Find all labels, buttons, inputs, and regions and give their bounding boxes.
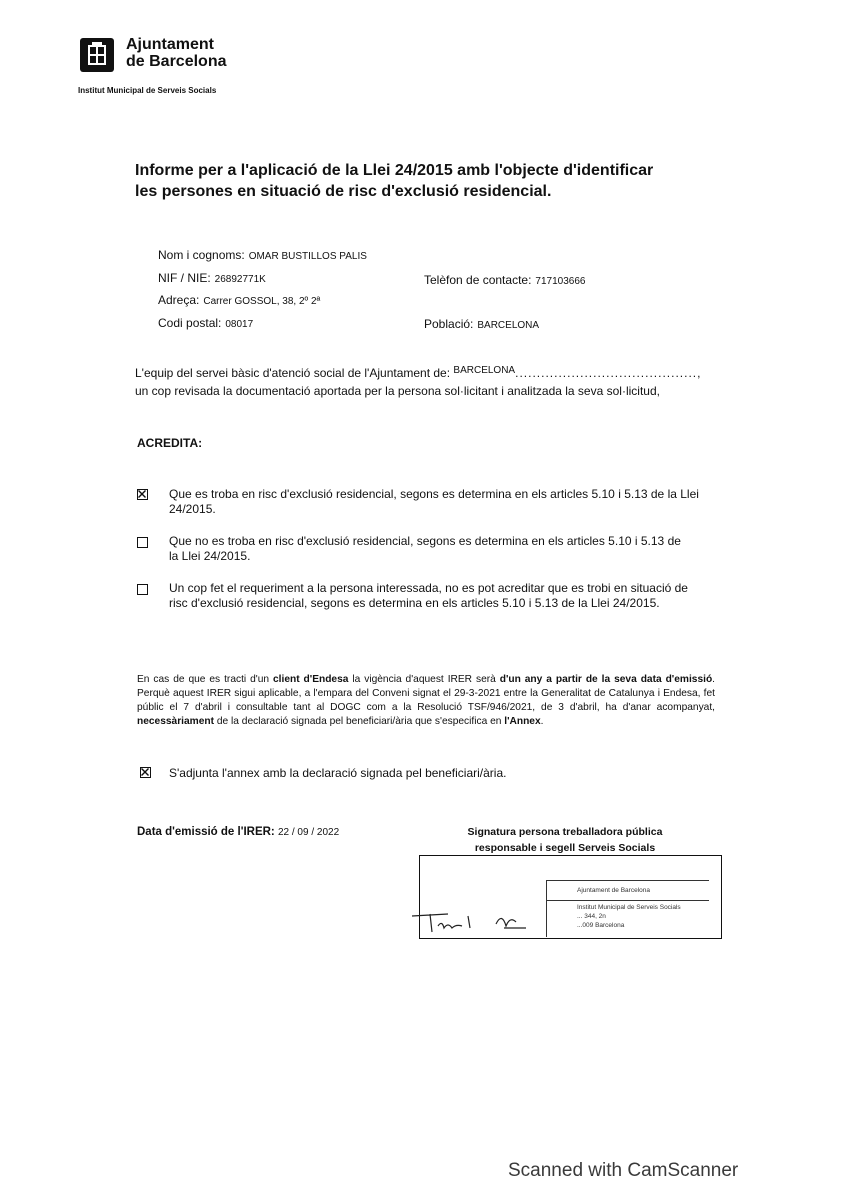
notice-text-2: la vigència d'aquest IRER serà [348, 674, 500, 685]
accredits-heading: ACREDITA: [137, 436, 203, 450]
option-3-checkbox[interactable] [137, 584, 148, 595]
signature-label-line2: responsable i segell Serveis Socials [474, 842, 656, 854]
org-name-line1: Ajuntament [126, 36, 214, 53]
annex-text: S'adjunta l'annex amb la declaració signada pel beneficiari/ària. [169, 766, 507, 780]
notice-bold-4: l'Annex [504, 716, 541, 727]
phone-value: 717103666 [535, 276, 586, 287]
document-title [135, 160, 695, 202]
postal-value: 08017 [225, 319, 254, 330]
city-logo-icon [80, 38, 114, 72]
option-1-text [169, 487, 699, 517]
city-value: BARCELONA [477, 320, 540, 331]
option-1-checkbox[interactable] [137, 489, 148, 500]
institute-name: Institut Municipal de Serveis Socials [78, 86, 217, 95]
address-label: Adreça: [158, 293, 200, 307]
scanner-watermark: Scanned with CamScanner [508, 1160, 739, 1181]
city-field [424, 317, 539, 331]
nif-label: NIF / NIE: [158, 271, 211, 285]
nif-field [158, 271, 266, 285]
emission-date [137, 826, 339, 838]
annex-checkbox[interactable] [140, 767, 151, 778]
notice-bold-3: necessàriament [137, 716, 215, 727]
option-2-line2: la Llei 24/2015. [169, 549, 251, 563]
nif-value: 26892771K [214, 274, 266, 285]
stamp-line1: Ajuntament de Barcelona [547, 881, 709, 901]
notice-bold-2: d'un any a partir de la seva data d'emissió [499, 674, 713, 685]
municipality-value: BARCELONA [453, 365, 516, 376]
signature-label [420, 824, 710, 856]
stamp-line2: Institut Municipal de Serveis Socials [577, 904, 681, 911]
postal-label: Codi postal: [158, 316, 222, 330]
stamp-line4: ...009 Barcelona [577, 922, 625, 929]
intro-dots: .........................................., [515, 366, 702, 380]
address-field [158, 293, 320, 307]
notice-bold-1: client d'Endesa [273, 674, 349, 685]
title-line1: Informe per a l'aplicació de la Llei 24/2015 amb l'objecte d'identificar [135, 162, 654, 179]
phone-label: Telèfon de contacte: [424, 273, 532, 287]
notice-text-1: En cas de que es tracti d'un [137, 674, 273, 685]
name-field [158, 248, 367, 262]
org-name [126, 36, 226, 70]
postal-field [158, 316, 253, 330]
title-line2: les persones en situació de risc d'exclusió residencial. [135, 183, 552, 200]
endesa-notice [137, 673, 715, 729]
handwritten-signature-icon [408, 902, 538, 938]
org-name-line2: de Barcelona [126, 53, 227, 70]
option-2-line1: Que no es troba en risc d'exclusió residencial, segons es determina en els articles 5.10 i 5.13 de [169, 534, 681, 548]
name-label: Nom i cognoms: [158, 248, 245, 262]
address-value: Carrer GOSSOL, 38, 2º 2ª [203, 296, 321, 307]
option-1-line1: Que es troba en risc d'exclusió residencial, segons es determina en els articles 5.10 i 5.13 de la Llei [169, 487, 699, 501]
intro-line2: un cop revisada la documentació aportada per la persona sol·licitant i analitzada la seva sol·licitud, [135, 384, 660, 398]
intro-line1 [135, 366, 701, 380]
option-3-text [169, 581, 688, 611]
notice-text-5: . [540, 716, 544, 727]
emission-date-label: Data d'emissió de l'IRER: [137, 826, 275, 838]
option-2-text [169, 534, 681, 564]
intro-prefix: L'equip del servei bàsic d'atenció social de l'Ajuntament de: [135, 366, 451, 380]
option-2-checkbox[interactable] [137, 537, 148, 548]
stamp-line3: ... 344, 2n [577, 913, 606, 920]
notice-text-3: . Perquè aquest IRER sigui aplicable, a l'empara del Conveni signat el 29-3-2021 entre la Generalitat de Catalunya i Endesa, fet públic el 7 d'abril i consultable tant al DOGC com a la Resolució TSF/946/2021, de 3 d'abril, ha d'anar acompanyat, [137, 674, 716, 713]
option-3-line1: Un cop fet el requeriment a la persona interessada, no es pot acreditar que es trobi en situació de [169, 581, 688, 595]
city-label: Població: [424, 317, 474, 331]
phone-field [424, 273, 585, 287]
official-stamp [546, 880, 709, 937]
option-1-line2: 24/2015. [169, 502, 216, 516]
option-3-line2: risc d'exclusió residencial, segons es determina en els articles 5.10 i 5.13 de la Llei 24/2015. [169, 596, 660, 610]
name-value: OMAR BUSTILLOS PALIS [248, 251, 367, 262]
signature-label-line1: Signatura persona treballadora pública [467, 826, 663, 838]
emission-date-value: 22 / 09 / 2022 [277, 827, 340, 838]
notice-text-4: de la declaració signada pel beneficiari/ària que s'especifica en [214, 716, 505, 727]
